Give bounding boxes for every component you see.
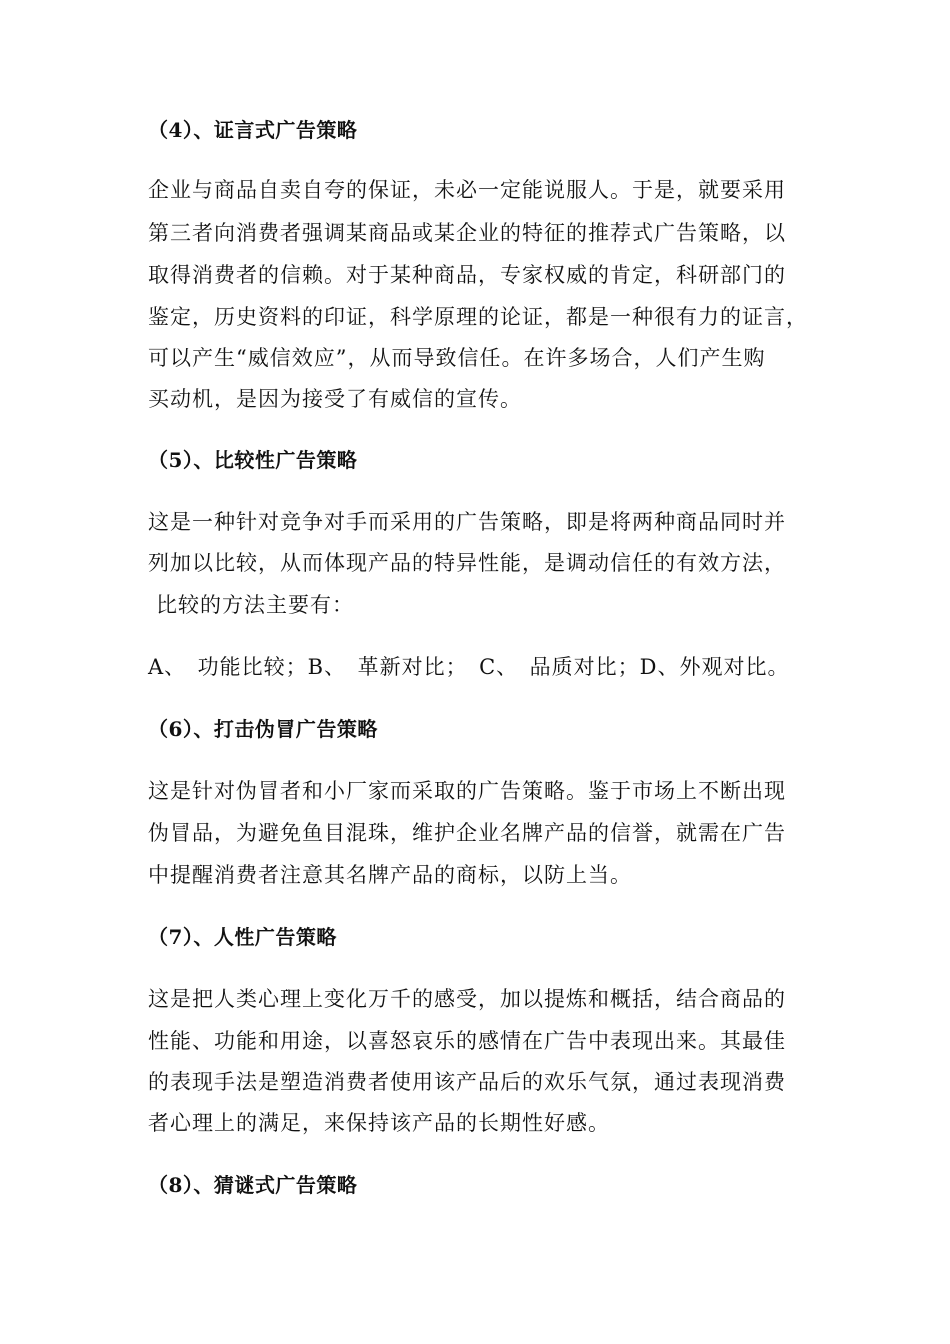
section-heading-8: （8）、猜谜式广告策略 — [148, 1173, 358, 1197]
paragraph-line: 比较的方法主要有： — [156, 593, 354, 617]
section-heading-6: （6）、打击伪冒广告策略 — [148, 717, 378, 741]
comparison-list: A、 功能比较；B、 革新对比； C、 品质对比；D、外观对比。 — [148, 655, 790, 679]
paragraph-line: 可以产生“威信效应”，从而导致信任。在许多场合，人们产生购 — [148, 346, 766, 370]
section-heading-5: （5）、比较性广告策略 — [148, 448, 358, 472]
paragraph-line: 这是把人类心理上变化万千的感受，加以提炼和概括，结合商品的 — [148, 987, 786, 1011]
paragraph-line: 第三者向消费者强调某商品或某企业的特征的推荐式广告策略，以 — [148, 221, 786, 245]
section-heading-7: （7）、人性广告策略 — [148, 925, 337, 949]
paragraph-line: 中提醒消费者注意其名牌产品的商标，以防上当。 — [148, 863, 632, 887]
paragraph-line: 的表现手法是塑造消费者使用该产品后的欢乐气氛，通过表现消费 — [148, 1070, 786, 1094]
paragraph-line: 这是针对伪冒者和小厂家而采取的广告策略。鉴于市场上不断出现 — [148, 779, 786, 803]
section-heading-4: （4）、证言式广告策略 — [148, 118, 358, 142]
paragraph-line: 鉴定，历史资料的印证，科学原理的论证，都是一种很有力的证言， — [148, 305, 808, 329]
paragraph-line: 这是一种针对竞争对手而采用的广告策略，即是将两种商品同时并 — [148, 510, 786, 534]
paragraph-line: 者心理上的满足，来保持该产品的长期性好感。 — [148, 1111, 610, 1135]
paragraph-line: 性能、功能和用途，以喜怒哀乐的感情在广告中表现出来。其最佳 — [148, 1029, 786, 1053]
paragraph-line: 买动机，是因为接受了有威信的宣传。 — [148, 387, 522, 411]
paragraph-line: 取得消费者的信赖。对于某种商品，专家权威的肯定，科研部门的 — [148, 263, 786, 287]
paragraph-line: 企业与商品自卖自夸的保证，未必一定能说服人。于是，就要采用 — [148, 178, 786, 202]
paragraph-line: 列加以比较，从而体现产品的特异性能，是调动信任的有效方法， — [148, 551, 786, 575]
paragraph-line: 伪冒品，为避免鱼目混珠，维护企业名牌产品的信誉，就需在广告 — [148, 821, 786, 845]
